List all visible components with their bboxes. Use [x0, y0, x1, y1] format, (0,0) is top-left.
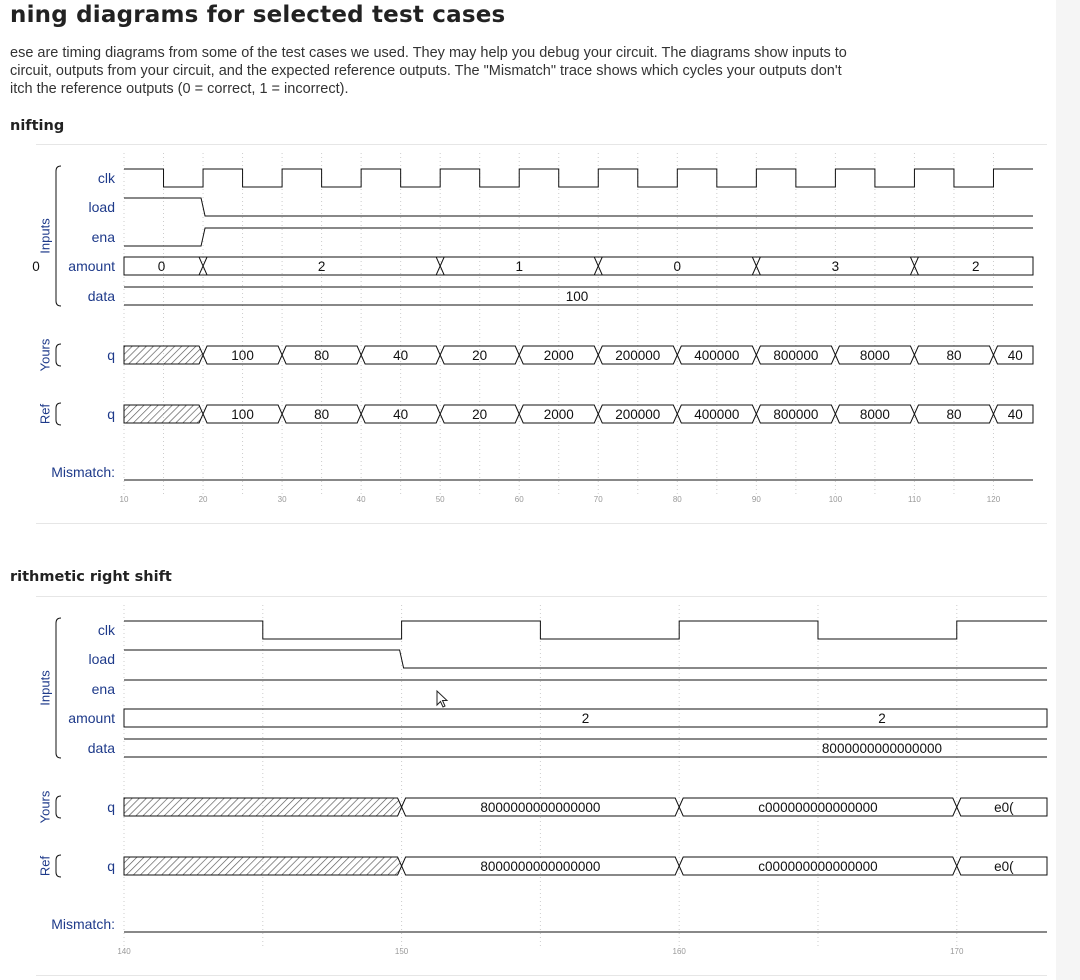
waveform-svg [36, 597, 1047, 975]
group-label-yours: Yours [37, 790, 53, 824]
axis-tick-label: 50 [435, 495, 445, 504]
group-label-inputs: Inputs [37, 670, 53, 706]
axis-tick-label: 70 [593, 495, 603, 504]
description-line: circuit, outputs from your circuit, and the expected reference outputs. The "Mismatch" trace shows which cycles your outputs don't [10, 63, 842, 79]
unknown-state-segment [124, 346, 203, 364]
axis-tick-label: 40 [356, 495, 366, 504]
amount-value: 3 [831, 259, 840, 274]
diagram-title-arithmetic-right-shift: rithmetic right shift [10, 569, 172, 585]
yours-q-value: e0( [994, 800, 1014, 815]
ref-q-value: 2000 [543, 407, 574, 422]
ref-q-value: 400000 [694, 407, 740, 422]
signal-label-amount: amount [68, 710, 115, 726]
page-title: ning diagrams for selected test cases [10, 2, 506, 28]
group-label-ref: Ref [37, 855, 53, 877]
signal-label-ena: ena [91, 681, 115, 697]
yours-q-value: 40 [393, 348, 409, 363]
inputs-bracket [56, 166, 61, 306]
axis-tick-label: 140 [117, 947, 131, 956]
ref-q-value: 200000 [615, 407, 661, 422]
group-label-ref: Ref [37, 403, 53, 425]
yours-q-value: 800000 [773, 348, 819, 363]
axis-tick-label: 110 [908, 495, 921, 504]
signal-label-amount: amount [68, 258, 115, 274]
ref-q-value: 8000000000000000 [480, 859, 601, 874]
vertical-scrollbar[interactable] [1056, 0, 1080, 980]
ref-q-value: 80 [314, 407, 330, 422]
ref-q-value: 800000 [773, 407, 819, 422]
amount-value: 1 [515, 259, 523, 274]
amount-value: 2 [581, 711, 590, 726]
signal-label-clk: clk [97, 622, 115, 638]
ref-q-value: 100 [231, 407, 254, 422]
amount-value: 2 [317, 259, 326, 274]
yours-q-value: 2000 [543, 348, 574, 363]
data-value: 100 [565, 289, 589, 304]
ref-bracket [56, 403, 61, 425]
signal-label-q: q [107, 858, 115, 874]
amount-value: 2 [971, 259, 980, 274]
ref-q-value: 40 [393, 407, 409, 422]
waveform-svg [32, 145, 1047, 523]
page-description [10, 44, 1050, 98]
yours-bracket [56, 796, 61, 818]
axis-tick-label: 100 [828, 495, 843, 504]
unknown-state-segment [124, 798, 402, 816]
group-label-yours: Yours [37, 338, 53, 372]
signal-label-mismatch: Mismatch: [51, 916, 115, 932]
ref-q-value: 40 [1007, 407, 1023, 422]
yours-q-value: 80 [314, 348, 330, 363]
signal-label-q: q [107, 406, 115, 422]
clk-wave [124, 621, 1047, 639]
yours-q-value: 80 [946, 348, 962, 363]
yours-q-value: 40 [1007, 348, 1023, 363]
signal-label-data: data [87, 740, 115, 756]
ref-q-value: 8000 [859, 407, 890, 422]
timing-diagram-arithmetic-right-shift [36, 596, 1047, 976]
signal-label-mismatch: Mismatch: [51, 464, 115, 480]
group-label-inputs: Inputs [37, 218, 53, 254]
timing-diagram-shifting [32, 144, 1047, 524]
amount-value: 2 [878, 711, 886, 726]
ref-q-value: e0( [994, 859, 1014, 874]
amount-value: 0 [673, 259, 682, 274]
signal-label-clk: clk [97, 170, 115, 186]
yours-bracket [56, 344, 61, 366]
signal-label-load: load [88, 651, 115, 667]
signal-label-ena: ena [91, 229, 115, 245]
axis-tick-label: 10 [119, 495, 129, 504]
clk-wave [124, 169, 1033, 187]
unknown-state-segment [124, 405, 203, 423]
axis-tick-label: 120 [986, 495, 1001, 504]
yours-q-value: 200000 [615, 348, 661, 363]
yours-q-value: 100 [231, 348, 254, 363]
description-line: itch the reference outputs (0 = correct, 1 = incorrect). [10, 81, 349, 97]
inputs-bracket [56, 618, 61, 758]
diagram-title-shifting: nifting [10, 118, 65, 134]
amount-value: 0 [157, 259, 166, 274]
axis-tick-label: 90 [751, 495, 761, 504]
ref-q-value: 80 [946, 407, 962, 422]
signal-label-data: data [87, 288, 115, 304]
unknown-state-segment [124, 857, 402, 875]
mouse-cursor-icon [436, 690, 450, 710]
axis-tick-label: 20 [198, 495, 208, 504]
yours-q-value: c000000000000000 [758, 800, 878, 815]
yours-q-value: 400000 [694, 348, 740, 363]
ena-wave [124, 228, 1033, 246]
ref-q-value: 20 [472, 407, 488, 422]
ref-bracket [56, 855, 61, 877]
axis-tick-label: 60 [514, 495, 524, 504]
yours-q-value: 8000000000000000 [480, 800, 601, 815]
axis-tick-label: 170 [950, 947, 964, 956]
yours-q-value: 8000 [859, 348, 890, 363]
ref-q-value: c000000000000000 [758, 859, 878, 874]
signal-label-q: q [107, 347, 115, 363]
axis-tick-label: 30 [277, 495, 287, 504]
axis-tick-label: 150 [394, 947, 409, 956]
signal-label-q: q [107, 799, 115, 815]
yours-q-value: 20 [472, 348, 488, 363]
signal-label-load: load [88, 199, 115, 215]
data-value: 8000000000000000 [821, 741, 943, 756]
description-line: ese are timing diagrams from some of the test cases we used. They may help you debug your circuit. The diagrams show inputs to [10, 45, 847, 61]
axis-tick-label: 160 [672, 947, 686, 956]
amount-value: 0 [32, 259, 40, 274]
load-wave [124, 198, 1033, 216]
axis-tick-label: 80 [672, 495, 682, 504]
